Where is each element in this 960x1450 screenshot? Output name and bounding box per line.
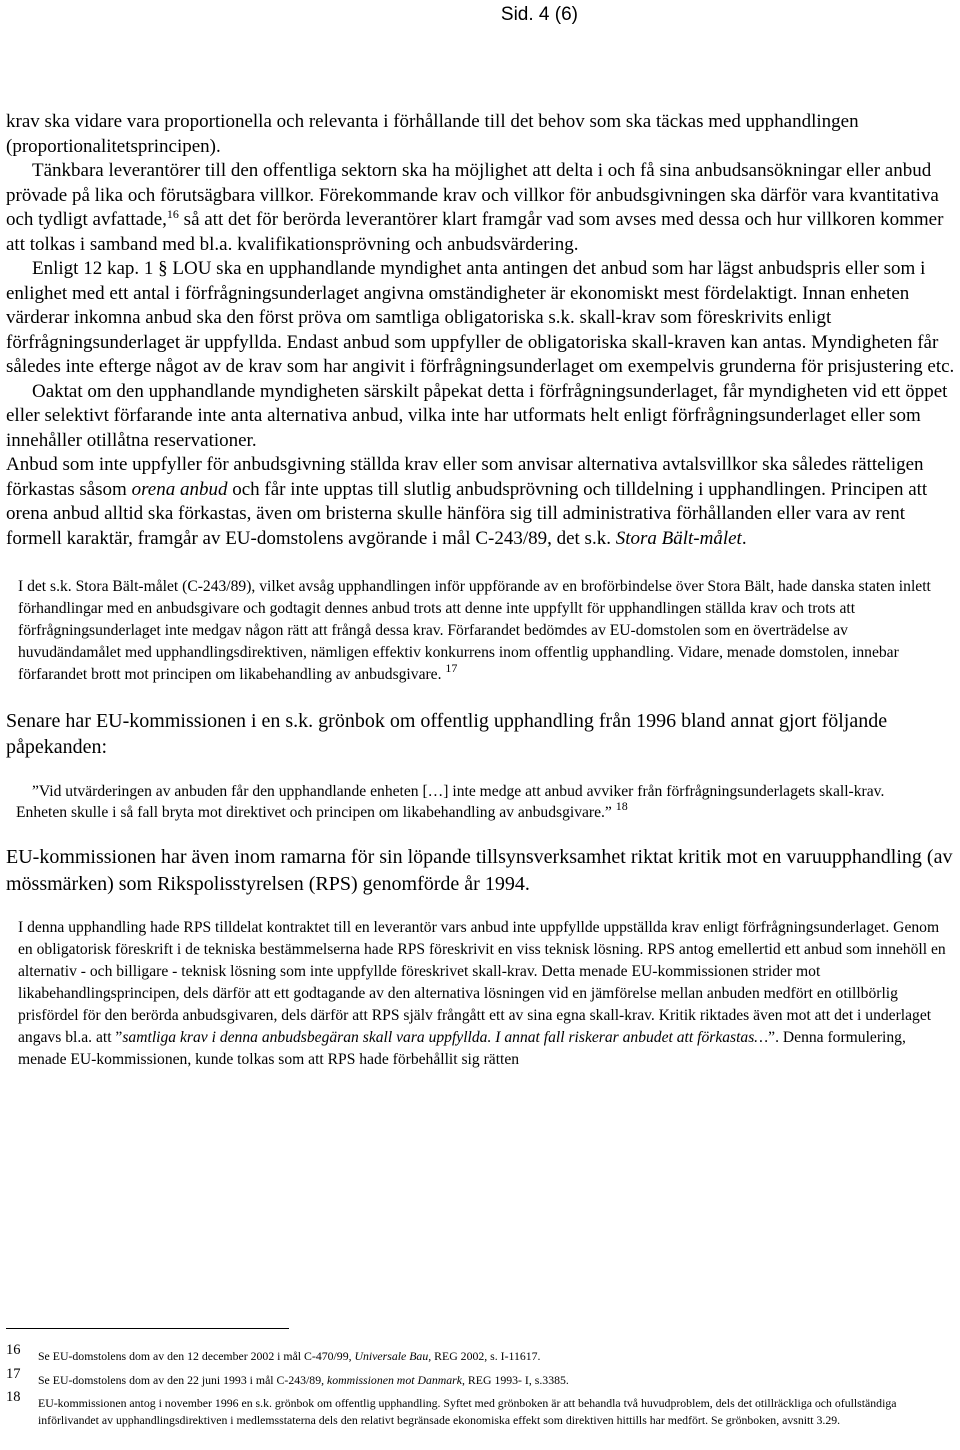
footnote-text: Se EU-domstolens dom av den 12 december 2002 i mål C-470/99, bbox=[38, 1349, 355, 1363]
emphasis-orena-anbud: orena anbud bbox=[131, 478, 228, 500]
quote-green-paper bbox=[16, 781, 956, 825]
quote-rps bbox=[18, 917, 956, 1070]
paragraph-equal-conditions bbox=[6, 159, 956, 257]
paragraph-text: . bbox=[741, 527, 747, 549]
footnote-18 bbox=[6, 1389, 952, 1428]
footnote-ref-17[interactable]: 17 bbox=[445, 660, 458, 675]
quote-text: I det s.k. Stora Bält-målet (C-243/89), vilket avsåg upphandlingen inför uppförande av en broförbindelse över Stora Bält, hade danska staten inlett förhandlingar med en anbudsgivare och godtagit dennes anbud trots att denne inte uppfyllt för upphandlingen ställda krav och trots att förfrågningsunderlaget inte medgav någon rätt att frångå dessa krav. Förfarandet bedömdes av EU-domstolen som en överträdelse av huvudändamålet med upphandlingsdirektiven, nämligen effektiv konkurrens inom offentlig upphandling. Vidare, menade domstolen, innebar förfarandet brott mot principen om likabehandling av anbudsgivare. bbox=[18, 578, 931, 683]
footnote-number: 18 bbox=[6, 1389, 21, 1405]
footnote-text: Se EU-domstolens dom av den 22 juni 1993 i mål C-243/89, bbox=[38, 1372, 328, 1387]
quote-text: ”Vid utvärderingen av anbuden får den upphandlande enheten […] inte medge att anbud avviker från förfrågningsunderlagets skall-krav. Enheten skulle i så fall bryta mot direktivet och principen om likabehandling av anbudsgivare.” bbox=[16, 782, 885, 822]
paragraph-rps: EU-kommissionen har även inom ramarna för sin löpande tillsynsverksamhet riktat kritik mot en varuupphandling (av mössmärken) som Rikspolisstyrelsen (RPS) genomförde år 1994. bbox=[6, 846, 953, 895]
footnote-number: 16 bbox=[6, 1342, 21, 1358]
paragraph-green-paper: Senare har EU-kommissionen i en s.k. grönbok om offentlig upphandling från 1996 bland annat gjort följande påpekanden: bbox=[6, 709, 888, 759]
footnote-number: 17 bbox=[6, 1365, 21, 1382]
paragraph-proportionality: krav ska vidare vara proportionella och relevanta i förhållande till det behov som ska täckas med upphandlingen (proportionalitetsprincipen). bbox=[6, 111, 859, 157]
paragraph-alternative-bids: Oaktat om den upphandlande myndigheten särskilt påpekat detta i förfrågningsunderlaget, får myndigheten vid ett öppet eller selektivt förfarande inte anta alternativa anbud, vilka inte har utformats helt enligt förfrågningsunderlaget eller som innehåller otillåtna reservationer. bbox=[6, 380, 948, 451]
document-body bbox=[6, 110, 956, 1071]
footnote-case-name: kommissionen mot Danmark bbox=[327, 1372, 463, 1387]
emphasis-rps-quote: samtliga krav i denna anbudsbegäran skall vara uppfyllda. I annat fall riskerar anbudet att förkastas… bbox=[122, 1028, 769, 1046]
quote-stora-balt bbox=[18, 576, 956, 686]
footnote-separator bbox=[6, 1328, 289, 1329]
paragraph-text: och får inte upptas till slutlig anbudsprövning och tilldelning i upphandlingen. Principen att orena anbud alltid ska förkastas, även om bristerna skulle hänföra sig till administrativa förhållanden eller vara av rent formell karaktär, framgår av EU-domstolens avgörande i mål C-243/89, det s.k. bbox=[6, 478, 928, 549]
footnote-text: , REG 1993- I, s.3385. bbox=[462, 1372, 569, 1387]
footnote-ref-16[interactable]: 16 bbox=[166, 207, 179, 221]
footnote-ref-18[interactable]: 18 bbox=[615, 799, 628, 814]
paragraph-lou-12-1: Enligt 12 kap. 1 § LOU ska en upphandlande myndighet anta antingen det anbud som har lägst anbudspris eller som i enlighet med ett antal i förfrågningsunderlaget angivna omständigheter är ekonomiskt mest fördelaktigt. Innan enheten värderar inkomna anbud ska den först pröva om samtliga obligatoriska s.k. skall-krav som föreskrivits enligt förfrågningsunderlaget är uppfyllda. Endast anbud som uppfyller de obligatoriska skall-kraven kan antas. Myndigheten får således inte efterge något av de krav som har angivit i förfrågningsunderlaget om exempelvis grunderna för prisjustering etc. bbox=[6, 258, 955, 377]
quote-text: I denna upphandling hade RPS tilldelat kontraktet till en leverantör vars anbud inte uppfyllde uppställda krav enligt förfrågningsunderlaget. Genom en obligatorisk föreskrift i de tekniska bestämmelserna hade RPS föreskrivit en viss teknisk lösning. RPS antog emellertid ett anbud som innehöll en alternativ - och billigare - teknisk lösning som inte uppfyllde föreskrivet skall-krav. Detta menade EU-kommissionen strider mot likabehandlingsprincipen, dels därför att ett godtagande av den alternativa lösningen vid en jämförelse mellan anbuden medfört en otillbörlig prisfördel för den berörda anbudsgivaren, dels därför att RPS själv frångått ett av sina egna skall-krav. Kritik riktades även mot att det i underlaget angavs bl.a. att ” bbox=[18, 919, 946, 1046]
paragraph-text: Anbud som inte uppfyller för anbudsgivning ställda krav eller som anvisar alternativa avtalsvillkor ska således rätteligen förkastas såsom bbox=[6, 454, 924, 500]
emphasis-stora-balt: Stora Bält-målet bbox=[615, 527, 742, 549]
page-number: Sid. 4 (6) bbox=[500, 4, 578, 25]
footnotes bbox=[6, 1342, 952, 1435]
footnote-case-name: Universale Bau, bbox=[354, 1349, 432, 1363]
footnote-text: EU-kommissionen antog i november 1996 en s.k. grönbok om offentlig upphandling. Syftet med grönboken är att behandla två huvudproblem, dels det otillräckliga och ofullständiga införlivandet av upphandlingsdirektiven i medlemsstaterna dels den relativt begränsade ekonomiska effekt som direktiven hittills har medfört. Se grönboken, avsnitt 3.29. bbox=[38, 1396, 897, 1427]
paragraph-unclean-bids bbox=[6, 453, 956, 551]
footnote-text: REG 2002, s. I-11617. bbox=[431, 1349, 541, 1363]
paragraph-text: så att det för berörda leverantörer klart framgår vad som avses med dessa och hur villkoren kommer att tolkas i samband med bl.a. kvalifikationsprövning och anbudsvärdering. bbox=[6, 209, 944, 255]
footnote-17 bbox=[6, 1365, 952, 1389]
footnote-16 bbox=[6, 1342, 952, 1365]
paragraph-text: Tänkbara leverantörer till den offentliga sektorn ska ha möjlighet att delta i och få sina anbudsansökningar eller anbud prövade på lika och förutsägbara villkor. Förekommande krav och villkor för anbudsgivningen ska därför vara kvantitativa och tydligt avfattade, bbox=[6, 160, 939, 230]
quote-text: ”. Denna formulering, menade EU-kommissionen, kunde tolkas som att RPS hade förbehållit sig rätten bbox=[18, 1028, 906, 1068]
